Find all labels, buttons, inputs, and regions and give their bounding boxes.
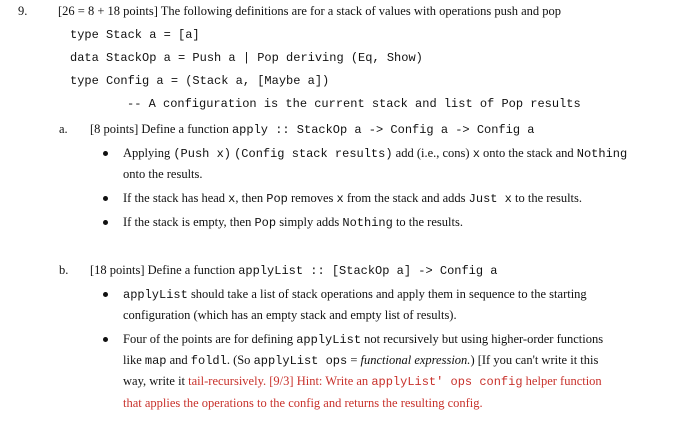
bullet-dot <box>103 337 108 342</box>
code-applylist-ops: applyList ops <box>253 354 348 368</box>
text: If the stack is empty, then <box>123 215 252 229</box>
text: ) <box>470 353 475 367</box>
text: onto the stack and <box>483 146 574 160</box>
text: simply adds <box>279 215 340 229</box>
code-x: x <box>336 192 344 206</box>
part-b-label: b. <box>59 263 69 277</box>
code-helper-signature: applyList' ops config <box>371 375 523 389</box>
text: = <box>350 353 358 367</box>
text: way, write it <box>123 374 186 388</box>
text: add (i.e., cons) <box>395 146 470 160</box>
part-a-bullet-1-line-2: onto the results. <box>123 167 203 181</box>
code-line-config-type: type Config a = (Stack a, [Maybe a]) <box>70 74 330 88</box>
code-pop: Pop <box>254 216 277 230</box>
part-b-bullet-1-line-1 <box>123 286 587 303</box>
part-b-signature: applyList :: [StackOp a] -> Config a <box>238 264 498 278</box>
text: Four of the points are for defining <box>123 332 294 346</box>
bullet-dot <box>103 196 108 201</box>
part-b-bullet-2-line-2 <box>123 352 598 369</box>
question-points: [26 = 8 + 18 points] <box>58 4 158 18</box>
text-functional-expression: functional expression. <box>360 353 471 367</box>
part-b-bullet-1-line-2: configuration (which has an empty stack and empty list of results). <box>123 308 457 322</box>
question-header <box>58 3 561 19</box>
code-applylist: applyList <box>123 288 188 302</box>
code-x: x <box>472 147 480 161</box>
part-a-bullet-1-line-1 <box>123 145 627 162</box>
part-a-define: Define a function <box>141 122 229 136</box>
text: Applying <box>123 146 171 160</box>
text: , then <box>235 191 264 205</box>
text: like <box>123 353 142 367</box>
text-hint: Hint: Write an <box>296 374 369 388</box>
text: to the results. <box>395 215 463 229</box>
part-b-bullet-2-line-1 <box>123 331 603 348</box>
code-just-x: Just x <box>468 192 512 206</box>
text: and <box>169 353 188 367</box>
text: If the stack has head <box>123 191 226 205</box>
text: [If you can't write it this <box>477 353 599 367</box>
part-b-bullet-2-line-3 <box>123 373 602 390</box>
text: not recursively but using higher-order functions <box>364 332 604 346</box>
text: . (So <box>226 353 251 367</box>
part-a-signature: apply :: StackOp a -> Config a -> Config a <box>231 123 535 137</box>
text: to the results. <box>515 191 583 205</box>
bullet-dot <box>103 292 108 297</box>
text: should take a list of stack operations and apply them in sequence to the starting <box>190 287 587 301</box>
code-push-x: (Push x) <box>173 147 231 161</box>
bullet-dot <box>103 220 108 225</box>
code-line-stackop-data: data StackOp a = Push a | Pop deriving (Eq, Show) <box>70 51 423 65</box>
text-fraction: [9/3] <box>269 374 294 388</box>
code-nothing: Nothing <box>342 216 393 230</box>
code-applylist: applyList <box>296 333 362 347</box>
text: removes <box>291 191 334 205</box>
question-number: 9. <box>18 4 28 18</box>
code-comment: -- A configuration is the current stack and list of Pop results <box>127 97 581 111</box>
text-helper-function: helper function <box>525 374 602 388</box>
part-a-label: a. <box>59 122 68 136</box>
text-tail-recursively: tail-recursively. <box>188 374 267 388</box>
part-a-bullet-2 <box>123 190 582 207</box>
text: from the stack and adds <box>346 191 466 205</box>
code-nothing: Nothing <box>576 147 628 161</box>
code-map: map <box>144 354 167 368</box>
bullet-dot <box>103 151 108 156</box>
code-config-stack-results: (Config stack results) <box>234 147 393 161</box>
part-b-points: [18 points] <box>90 263 145 277</box>
part-a-points: [8 points] <box>90 122 139 136</box>
part-a-header <box>90 121 534 138</box>
part-a-bullet-3 <box>123 214 463 231</box>
code-pop: Pop <box>266 192 288 206</box>
code-line-stack-type: type Stack a = [a] <box>70 28 200 42</box>
code-x: x <box>228 192 236 206</box>
part-b-define: Define a function <box>147 263 236 277</box>
code-foldl: foldl <box>190 354 227 368</box>
part-b-bullet-2-line-4: that applies the operations to the config and returns the resulting config. <box>123 396 483 410</box>
question-intro: The following definitions are for a stack of values with operations push and pop <box>160 4 562 18</box>
part-b-header <box>90 262 497 279</box>
